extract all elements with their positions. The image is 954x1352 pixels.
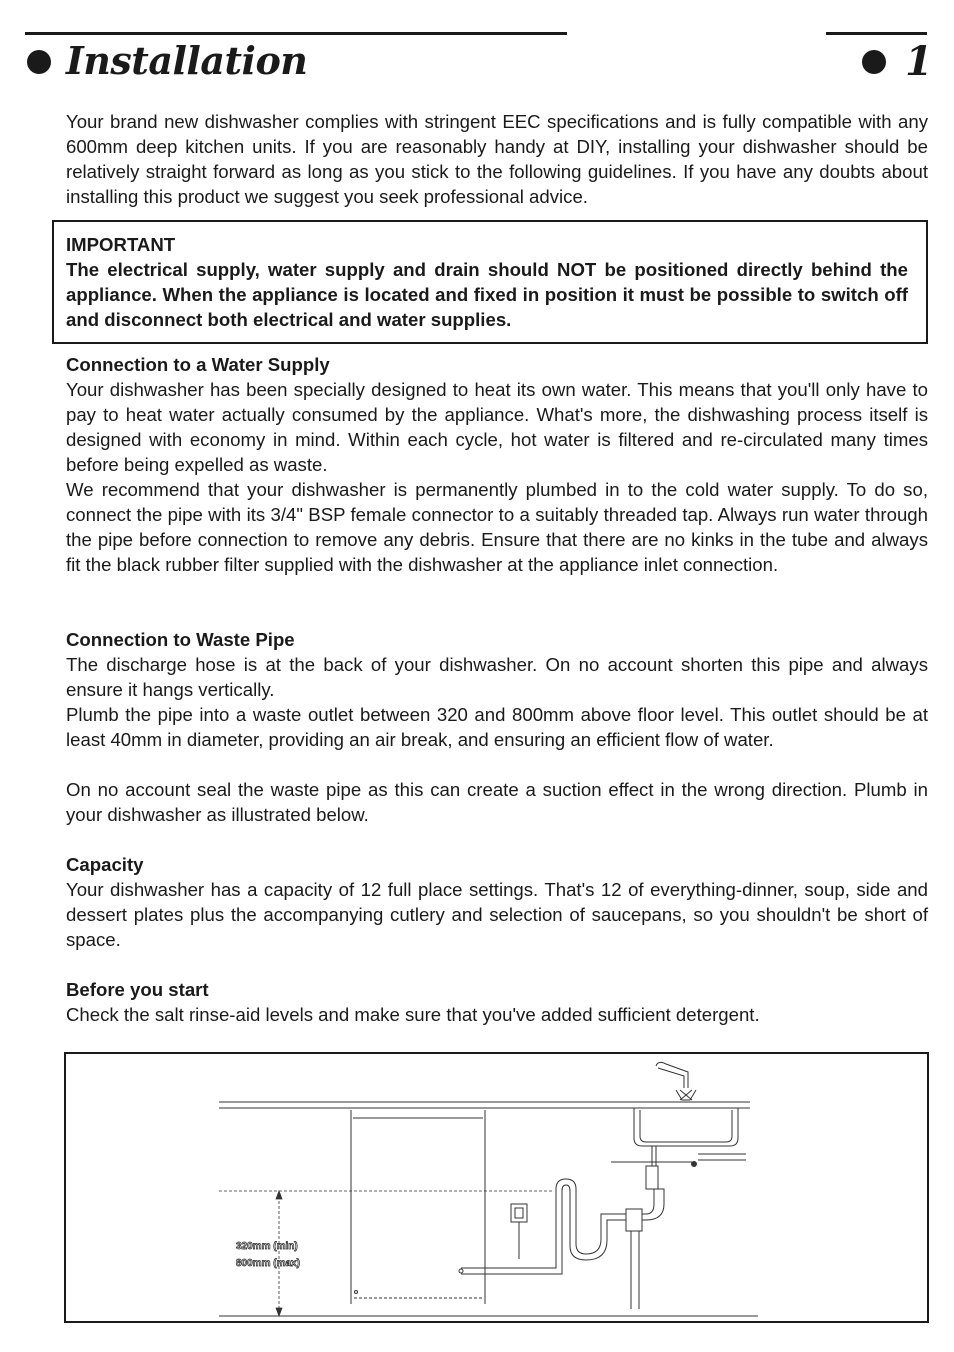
tap-icon <box>656 1062 696 1100</box>
inlet-hose <box>459 1179 626 1274</box>
important-notice-box <box>52 220 928 344</box>
before-start-paragraph: Check the salt rinse-aid levels and make sure that you've added sufficient detergent. <box>66 1004 760 1025</box>
waste-pipe-paragraph-2: Plumb the pipe into a waste outlet between 320 and 800mm above floor level. This outlet should be at least 40mm in diameter, providing an air break, and ensuring an efficient flow of water. <box>66 704 928 750</box>
water-supply-paragraph-1: Your dishwasher has been specially designed to heat its own water. This means that you'll only have to pay to heat water actually consumed by the appliance. What's more, the dishwashing process itself is designed with economy in mind. Within each cycle, hot water is filtered and re-circulated many times before being expelled as waste. <box>66 379 928 475</box>
dimension-guide <box>219 1191 554 1316</box>
plumbing-illustration <box>66 1054 927 1321</box>
waste-pipe-paragraph-1: The discharge hose is at the back of your dishwasher. On no account shorten this pipe and always ensure it hangs vertically. <box>66 654 928 700</box>
header-rule-right <box>826 32 927 35</box>
dimension-label-max: 800mm (max) <box>236 1258 300 1269</box>
bullet-icon <box>27 50 51 74</box>
sink-icon <box>634 1108 746 1167</box>
worktop <box>219 1102 750 1108</box>
bullet-icon <box>862 50 886 74</box>
waste-trap <box>611 1162 692 1309</box>
water-supply-heading: Connection to a Water Supply <box>66 354 330 375</box>
dishwasher-body <box>351 1110 485 1304</box>
important-title: IMPORTANT <box>66 234 176 255</box>
page-title: Installation <box>66 38 308 83</box>
water-supply-paragraph-2: We recommend that your dishwasher is permanently plumbed in to the cold water supply. To do so, connect the pipe with its 3/4" BSP female connector to a suitably threaded tap. Always run water through the pipe before connection to remove any debris. Ensure that there are no kinks in the tube and always fit the black rubber filter supplied with the dishwasher at the appliance inlet connection. <box>66 479 928 575</box>
waste-pipe-heading: Connection to Waste Pipe <box>66 629 295 650</box>
important-text: The electrical supply, water supply and drain should NOT be positioned directly behind the appliance. When the appliance is located and fixed in position it must be possible to switch off and disconnect both electrical and water supplies. <box>66 259 908 330</box>
page-number: 1 <box>905 38 933 85</box>
electrical-socket-icon <box>511 1204 527 1259</box>
installation-diagram <box>64 1052 929 1323</box>
capacity-heading: Capacity <box>66 854 144 875</box>
waste-pipe-paragraph-3: On no account seal the waste pipe as this can create a suction effect in the wrong direction. Plumb in your dishwasher as illustrated below. <box>66 779 928 825</box>
intro-paragraph: Your brand new dishwasher complies with stringent EEC specifications and is fully compatible with any 600mm deep kitchen units. If you are reasonably handy at DIY, installing your dishwasher should be relatively straight forward as long as you stick to the following guidelines. If you have any doubts about installing this product we suggest you seek professional advice. <box>66 111 928 207</box>
header-rule-left <box>25 32 567 35</box>
dimension-label-min: 320mm (min) <box>236 1241 298 1252</box>
before-start-heading: Before you start <box>66 979 209 1000</box>
capacity-paragraph: Your dishwasher has a capacity of 12 full place settings. That's 12 of everything-dinner, soup, side and dessert plates plus the accompanying cutlery and selection of saucepans, so you shouldn't be short of space. <box>66 879 928 950</box>
